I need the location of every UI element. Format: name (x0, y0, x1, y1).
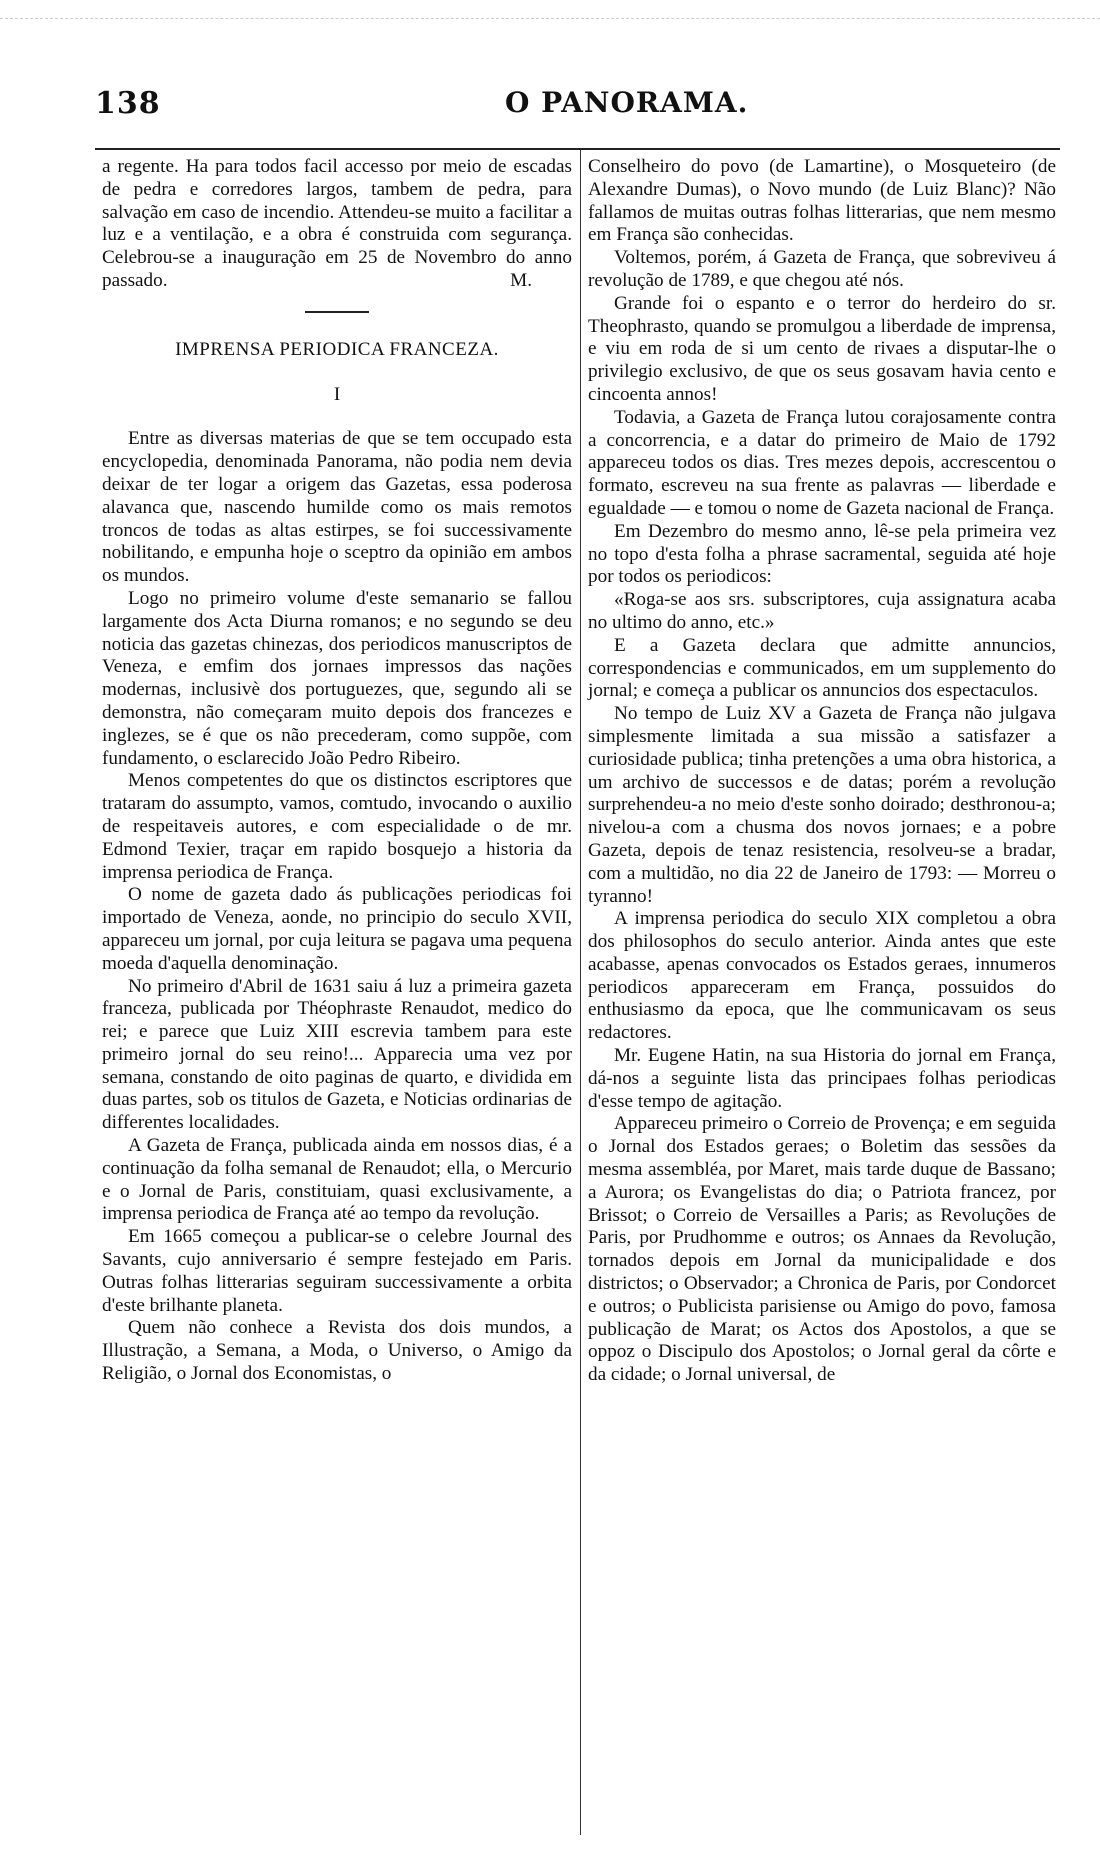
article-paragraph: E a Gazeta declara que admitte annuncios, correspondencias e communicados, em um supplemento do jornal; e começa a publicar os annuncios dos espectaculos. (588, 634, 1056, 702)
article-paragraph: A Gazeta de França, publicada ainda em nossos dias, é a continuação da folha semanal de Renaudot; ella, o Mercurio e o Jornal de Paris, constituiam, quasi exclusivamente, a imprensa periodica de França até ao tempo da revolução. (102, 1135, 572, 1225)
article-paragraph: Grande foi o espanto e o terror do herdeiro do sr. Theophrasto, quando se promulgou a liberdade de imprensa, e viu em roda de si um cento de rivaes a disputar-lhe o privilegio exclusivo, de que os seus gosavam havia cento e cincoenta annos! (588, 292, 1056, 405)
right-column (588, 156, 1056, 1387)
article-paragraph: Quem não conhece a Revista dos dois mundos, a Illustração, a Semana, a Moda, o Universo, o Amigo da Religião, o Jornal dos Economistas, o (102, 1317, 572, 1385)
journal-title: O PANORAMA. (505, 86, 749, 119)
article-paragraph: O nome de gazeta dado ás publicações periodicas foi importado de Veneza, aonde, no principio do seculo XVII, appareceu um jornal, por cuja leitura se pagava uma pequena moeda d'aquella denominação. (102, 884, 572, 974)
article-paragraph: Em Dezembro do mesmo anno, lê-se pela primeira vez no topo d'esta folha a phrase sacramental, seguida até hoje por todos os periodicos: (588, 520, 1056, 588)
article-paragraph: Appareceu primeiro o Correio de Provença; e em seguida o Jornal dos Estados geraes; o Boletim das sessões da mesma assembléa, por Maret, mais tarde duque de Bassano; a Aurora; os Evangelistas do dia; o Patriota francez, por Brissot; o Correio de Versailles a Paris; as Revoluções de Paris, por Prudhomme e outros; os Annaes da Revolução, tornados depois em Jornal da municipalidade e dos districtos; o Observador; a Chronica de Paris, por Condorcet e outros; o Publicista parisiense ou Amigo do povo, famosa publicação de Marat; os Actos dos Apostolos, a que se oppoz o Discipulo dos Apostolos; o Jornal geral da côrte e da cidade; o Jornal universal, de (588, 1113, 1056, 1386)
intro-text: a regente. Ha para todos facil accesso por meio de escadas de pedra e corredores largos, tambem de pedra, para salvação em caso de incendio. Attendeu-se muito a facilitar a luz e a ventilação, e a obra é construida com segurança. Celebrou-se a inauguração em 25 de Novembro do anno passado. (102, 156, 572, 291)
article-paragraph: Todavia, a Gazeta de França lutou corajosamente contra a concorrencia, e a datar do primeiro de Maio de 1792 appareceu todos os dias. Tres mezes depois, accrescentou o formato, escreveu na sua frente as palavras — liberdade e egualdade — e tomou o nome de Gazeta nacional de França. (588, 406, 1056, 519)
scan-edge-line (0, 18, 1100, 19)
intro-paragraph (102, 156, 572, 293)
article-paragraph: Logo no primeiro volume d'este semanario se fallou largamente dos Acta Diurna romanos; e no segundo se deu noticia das gazetas chinezas, dos periodicos manuscriptos de Veneza, e emfim dos jornaes impressos das nações modernas, inclusivè dos portuguezes, que, segundo ali se demonstra, não começaram muito depois dos francezes e inglezes, se é que os não precederam, como suppõe, com fundamento, o esclarecido João Pedro Ribeiro. (102, 587, 572, 769)
article-paragraph: Mr. Eugene Hatin, na sua Historia do jornal em França, dá-nos a seguinte lista das principaes folhas periodicas d'esse tempo de agitação. (588, 1045, 1056, 1112)
article-paragraph: Entre as diversas materias de que se tem occupado esta encyclopedia, denominada Panorama, não podia nem devia deixar de ter logar a origem das Gazetas, essa poderosa alavanca que, nascendo humilde como os mais remotos troncos de todas as altas estirpes, se foi successivamente nobilitando, e empunha hoje o sceptro da opinião em ambos os mundos. (102, 428, 572, 587)
article-paragraph: No tempo de Luiz XV a Gazeta de França não julgava simplesmente limitada a sua missão a satisfazer a curiosidade publica; tinha pretenções a uma obra historica, a um archivo de successos e de datas; porém a revolução surprehendeu-a no meio d'este sonho doirado; desthronou-a; nivelou-a com a chusma dos novos jornaes; e a pobre Gazeta, depois de tenaz resistencia, resolveu-se a bradar, com a multidão, no dia 22 de Janeiro de 1793: — Morreu o tyranno! (588, 703, 1056, 907)
article-paragraph: Menos competentes do que os distinctos escriptores que trataram do assumpto, vamos, comtudo, invocando o auxilio de respeitaveis autores, e com especialidade o de mr. Edmond Texier, traçar em rapido bosquejo a historia da imprensa periodica de França. (102, 770, 572, 883)
section-title: IMPRENSA PERIODICA FRANCEZA. (175, 338, 499, 360)
left-column (102, 156, 572, 1386)
article-paragraph: No primeiro d'Abril de 1631 saiu á luz a primeira gazeta franceza, publicada por Théophraste Renaudot, medico do rei; e parece que Luiz XIII escrevia tambem para este primeiro jornal do seu reino!... Apparecia uma vez por semana, constando de oito paginas de quarto, e dividida em duas partes, sob os titulos de Gazeta, e Noticias ordinarias de differentes localidades. (102, 975, 572, 1134)
article-paragraph: A imprensa periodica do seculo XIX completou a obra dos philosophos do seculo anterior. Ainda antes que este acabasse, apenas convocados os Estados geraes, innumeros periodicos appareceram em França, possuidos do enthusiasmo da epoca, que lhe communicavam os seus redactores. (588, 908, 1056, 1044)
article-paragraph: Voltemos, porém, á Gazeta de França, que sobreviveu á revolução de 1789, e que chegou até nós. (588, 247, 1056, 291)
section-number: I (333, 383, 341, 405)
running-head (95, 86, 1055, 126)
header-rule (95, 148, 1060, 150)
article-paragraph: Conselheiro do povo (de Lamartine), o Mosqueteiro (de Alexandre Dumas), o Novo mundo (de Luiz Blanc)? Não fallamos de muitas outras folhas litterarias, que nem mesmo em França são conhecidas. (588, 156, 1056, 246)
section-rule (305, 311, 369, 313)
article-paragraph: Em 1665 começou a publicar-se o celebre Journal des Savants, cujo anniversario é sempre festejado em Paris. Outras folhas litterarias seguiram successivamente a orbita d'este brilhante planeta. (102, 1226, 572, 1316)
page-number: 138 (95, 86, 161, 121)
column-divider (580, 150, 581, 1835)
quoted-notice: «Roga-se aos srs. subscriptores, cuja assignatura acaba no ultimo do anno, etc.» (588, 589, 1056, 633)
intro-signature: M. (510, 269, 532, 291)
